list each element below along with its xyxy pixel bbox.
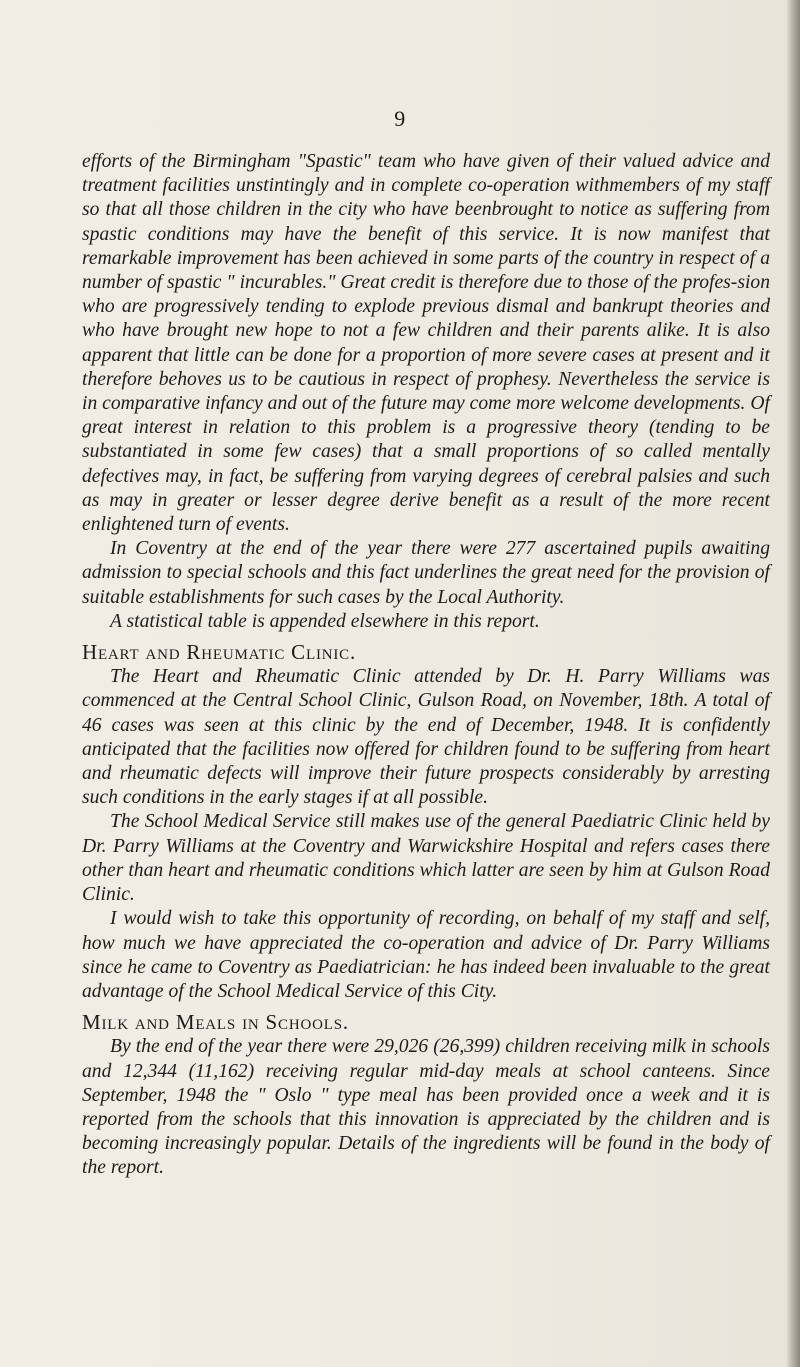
paragraph-special-schools: In Coventry at the end of the year there were 277 ascertained pupils awaiting admission to special schools and this fact underlines the great need for the provision of suitable establishments for such cases by the Local Authority. [82,538,770,608]
heading-milk-meals: Milk and Meals in Schools. [82,1010,349,1035]
paragraph-heart-clinic-intro: The Heart and Rheumatic Clinic attended by Dr. H. Parry Williams was commenced at the Central School Clinic, Gulson Road, on November, 18th. A total of 46 cases was seen at this clinic by the end of December, 1948. It is confidently anticipated that the facilities now offered for children found to be suffering from heart and rheumatic defects will improve their future prospects considerably by arresting such conditions in the early stages if at all possible. [82,666,770,809]
page-edge-shadow [786,0,800,1367]
document-body [82,150,770,1181]
page-number: 9 [394,106,406,131]
paragraph-acknowledgement: I would wish to take this opportunity of recording, on behalf of my staff and self, how much we have appreciated the co-operation and advice of Dr. Parry Williams since he came to Coventry as Paediatrician: he has indeed been invaluable to the great advantage of the School Medical Service of this City. [82,908,770,1002]
paragraph-statistical-table: A statistical table is appended elsewhere in this report. [110,610,540,632]
paragraph-spastic-services: efforts of the Birmingham "Spastic" team who have given of their valued advice and treatment facilities unstintingly and in complete co-operation withmembers of my staff so that all those children in the city who have beenbrought to notice as suffering from spastic conditions may have the benefit of this service. It is now manifest that remarkable improvement has been achieved in some parts of the country in respect of a number of spastic " incurables." Great credit is therefore due to those of the profes-sion who are progressively tending to explode previous dismal and bankrupt theories and who have brought new hope to not a few children and their parents alike. It is also apparent that little can be done for a proportion of more severe cases at present and it therefore behoves us to be cautious in respect of prophesy. Nevertheless the service is in comparative infancy and out of the future may come more welcome developments. Of great interest in relation to this problem is a progressive theory (tending to be substantiated in some few cases) that a small proportions of so called mentally defectives may, in fact, be suffering from varying degrees of cerebral palsies and such as may in greater or lesser degree derive benefit as a result of the more recent enlightened turn of events. [82,151,770,536]
paragraph-paediatric-clinic: The School Medical Service still makes use of the general Paediatric Clinic held by Dr. Parry Williams at the Coventry and Warwickshire Hospital and refers cases there other than heart and rheumatic conditions which latter are seen by him at Gulson Road Clinic. [82,811,770,906]
paragraph-milk-meals: By the end of the year there were 29,026 (26,399) children receiving milk in schools and 12,344 (11,162) receiving regular mid-day meals at school canteens. Since September, 1948 the " Oslo " type meal has been provided once a week and it is reported from the schools that this innovation is appreciated by the children and is becoming increasingly popular. Details of the ingredients will be found in the body of the report. [82,1036,770,1179]
heading-heart-rheumatic-clinic: Heart and Rheumatic Clinic. [82,640,357,665]
